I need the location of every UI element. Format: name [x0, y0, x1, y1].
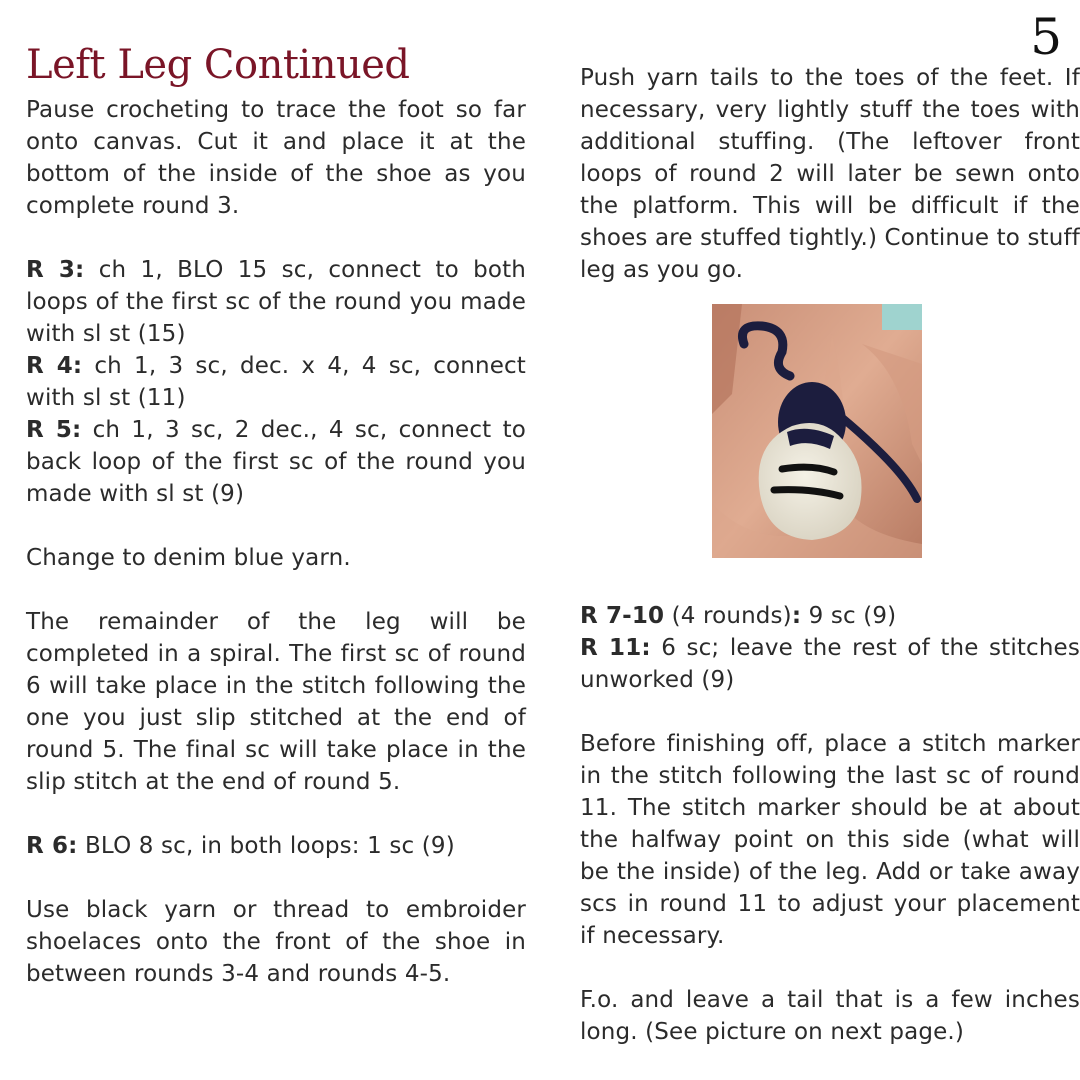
crochet-shoe-illustration [712, 304, 922, 558]
round-label: R 5: [26, 417, 82, 443]
round-7-10 [580, 600, 1080, 632]
round-text: ch 1, 3 sc, dec. x 4, 4 sc, connect with sl st (11) [26, 353, 526, 411]
left-column [26, 40, 526, 990]
round-label: R 7-10 [580, 603, 665, 629]
crochet-shoe-photo [712, 304, 922, 558]
round-5 [26, 414, 526, 510]
embroider-paragraph: Use black yarn or thread to embroider shoelaces onto the front of the shoe in between rounds 3-4 and rounds 4-5. [26, 897, 526, 987]
round-3 [26, 254, 526, 350]
round-text: 6 sc; leave the rest of the stitches unworked (9) [580, 635, 1080, 693]
page-number: 5 [1030, 8, 1062, 66]
finish-paragraph: F.o. and leave a tail that is a few inches long. (See picture on next page.) [580, 987, 1080, 1045]
round-colon: : [791, 603, 802, 629]
round-text: ch 1, BLO 15 sc, connect to both loops of the first sc of the round you made with sl st (15) [26, 257, 526, 347]
round-text: ch 1, 3 sc, 2 dec., 4 sc, connect to back loop of the first sc of the round you made with sl st (9) [26, 417, 526, 507]
intro-paragraph: Pause crocheting to trace the foot so far onto canvas. Cut it and place it at the bottom of the inside of the shoe as you complete round 3. [26, 97, 526, 219]
stitch-marker-paragraph: Before finishing off, place a stitch marker in the stitch following the last sc of round 11. The stitch marker should be at about the halfway point on this side (what will be the inside) of the leg. Add or take away scs in round 11 to adjust your placement if necessary. [580, 731, 1080, 949]
round-label: R 4: [26, 353, 83, 379]
right-column [580, 62, 1080, 1048]
round-text: 9 sc (9) [801, 603, 897, 629]
round-label: R 11: [580, 635, 651, 661]
round-label: R 6: [26, 833, 78, 859]
round-6 [26, 830, 526, 862]
round-11 [580, 632, 1080, 696]
page-title: Left Leg Continued [26, 42, 410, 88]
change-yarn-paragraph: Change to denim blue yarn. [26, 545, 351, 571]
spiral-paragraph: The remainder of the leg will be completed in a spiral. The first sc of round 6 will take place in the stitch following the one you just slip stitched at the end of round 5. The final sc will take place in the slip stitch at the end of round 5. [26, 609, 526, 795]
round-count: (4 rounds) [664, 603, 792, 629]
round-label: R 3: [26, 257, 85, 283]
round-4 [26, 350, 526, 414]
stuffing-paragraph: Push yarn tails to the toes of the feet. If necessary, very lightly stuff the toes with additional stuffing. (The leftover front loops of round 2 will later be sewn onto the platform. This will be difficult if the shoes are stuffed tightly.) Continue to stuff leg as you go. [580, 65, 1080, 283]
round-text: BLO 8 sc, in both loops: 1 sc (9) [77, 833, 455, 859]
